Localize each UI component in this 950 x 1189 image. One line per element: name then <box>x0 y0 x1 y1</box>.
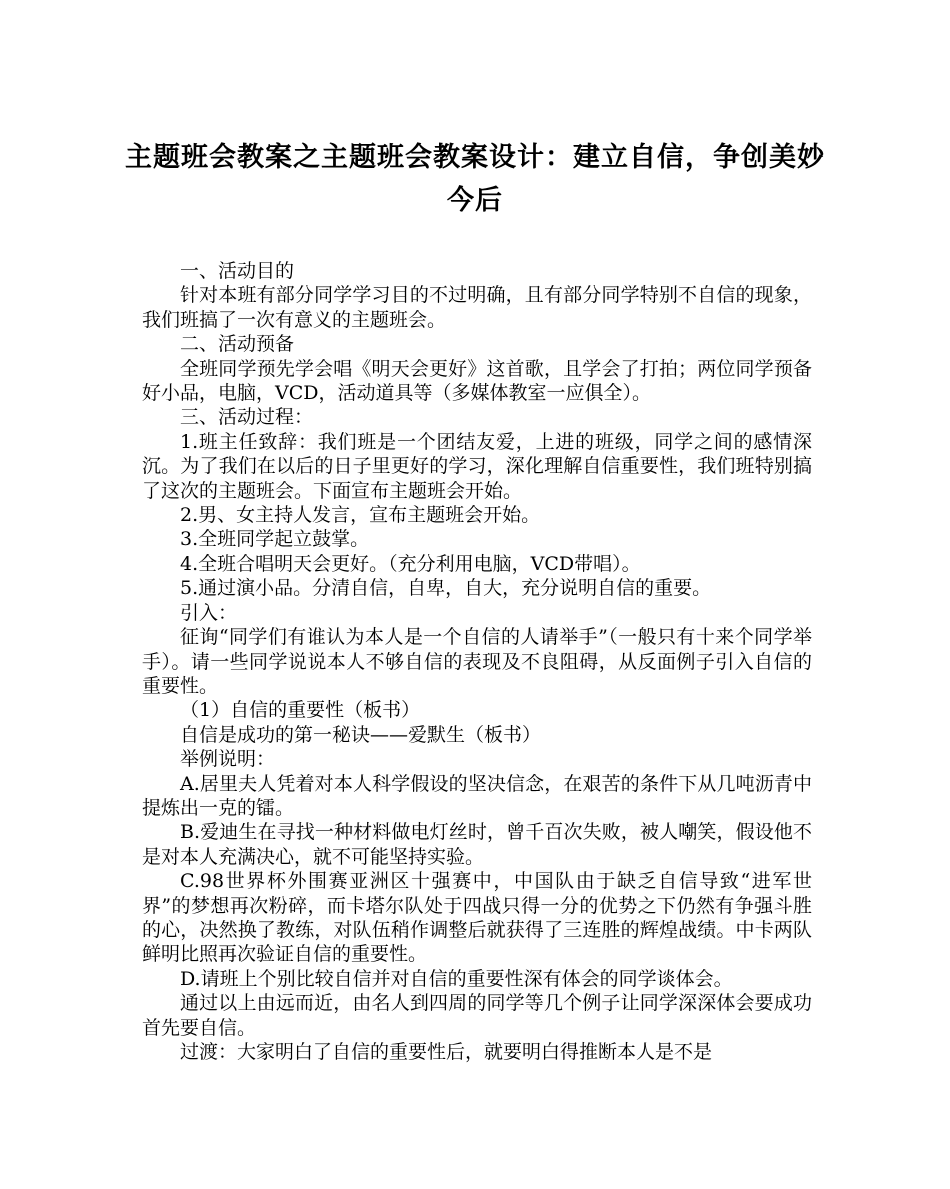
paragraph: 通过以上由远而近，由名人到四周的同学等几个例子让同学深深体会要成功首先要自信。 <box>142 992 812 1039</box>
paragraph: D.请班上个别比较自信并对自信的重要性深有体会的同学谈体会。 <box>180 967 733 990</box>
heading-activity-process: 三、活动过程： <box>180 406 314 429</box>
paragraph: A.居里夫人凭着对本人科学假设的坚决信念，在艰苦的条件下从几吨沥青中提炼出一克的镭。 <box>142 772 812 819</box>
paragraph: 1.班主任致辞：我们班是一个团结友爱，上进的班级，同学之间的感情深沉。为了我们在以后的日子里更好的学习，深化理解自信重要性，我们班特别搞了这次的主题班会。下面宣布主题班会开始。 <box>142 430 812 502</box>
paragraph: 3.全班同学起立鼓掌。 <box>180 528 370 551</box>
paragraph: 全班同学预先学会唱《明天会更好》这首歌，且学会了打拍；两位同学预备好小品，电脑，VCD，活动道具等（多媒体教室一应俱全）。 <box>142 357 812 405</box>
document-title: 主题班会教案之主题班会教案设计：建立自信，争创美妙今后 <box>125 142 825 216</box>
paragraph: B.爱迪生在寻找一种材料做电灯丝时，曾千百次失败，被人嘲笑，假设他不是对本人充满决心，就不可能坚持实验。 <box>142 821 812 868</box>
paragraph: 举例说明： <box>180 748 276 771</box>
paragraph: 引入： <box>180 601 238 624</box>
document-body <box>142 259 812 1064</box>
paragraph: 自信是成功的第一秘诀——爱默生（板书） <box>180 723 542 746</box>
paragraph: 征询“同学们有谁认为本人是一个自信的人请举手”（一般只有十来个同学举手）。请一些同学说说本人不够自信的表现及不良阻碍，从反面例子引入自信的重要性。 <box>142 626 812 697</box>
paragraph: 5.通过演小品。分清自信，自卑，自大，充分说明自信的重要。 <box>180 577 712 600</box>
heading-activity-purpose: 一、活动目的 <box>180 260 295 282</box>
heading-activity-preparation: 二、活动预备 <box>180 333 295 356</box>
paragraph: 针对本班有部分同学学习目的不过明确，且有部分同学特别不自信的现象，我们班搞了一次有意义的主题班会。 <box>142 284 812 331</box>
paragraph: 4.全班合唱明天会更好。（充分利用电脑，VCD带唱）。 <box>180 552 641 575</box>
paragraph: 过渡：大家明白了自信的重要性后，就要明白得推断本人是不是 <box>180 1041 713 1063</box>
paragraph: C.98世界杯外围赛亚洲区十强赛中，中国队由于缺乏自信导致“进军世界”的梦想再次粉碎，而卡塔尔队处于四战只得一分的优势之下仍然有争强斗胜的心，决然换了教练，对队伍稍作调整后就获得了三连胜的辉煌战绩。中卡两队鲜明比照再次验证自信的重要性。 <box>142 870 812 966</box>
paragraph: （1）自信的重要性（板书） <box>180 699 421 722</box>
paragraph: 2.男、女主持人发言，宣布主题班会开始。 <box>180 504 541 527</box>
